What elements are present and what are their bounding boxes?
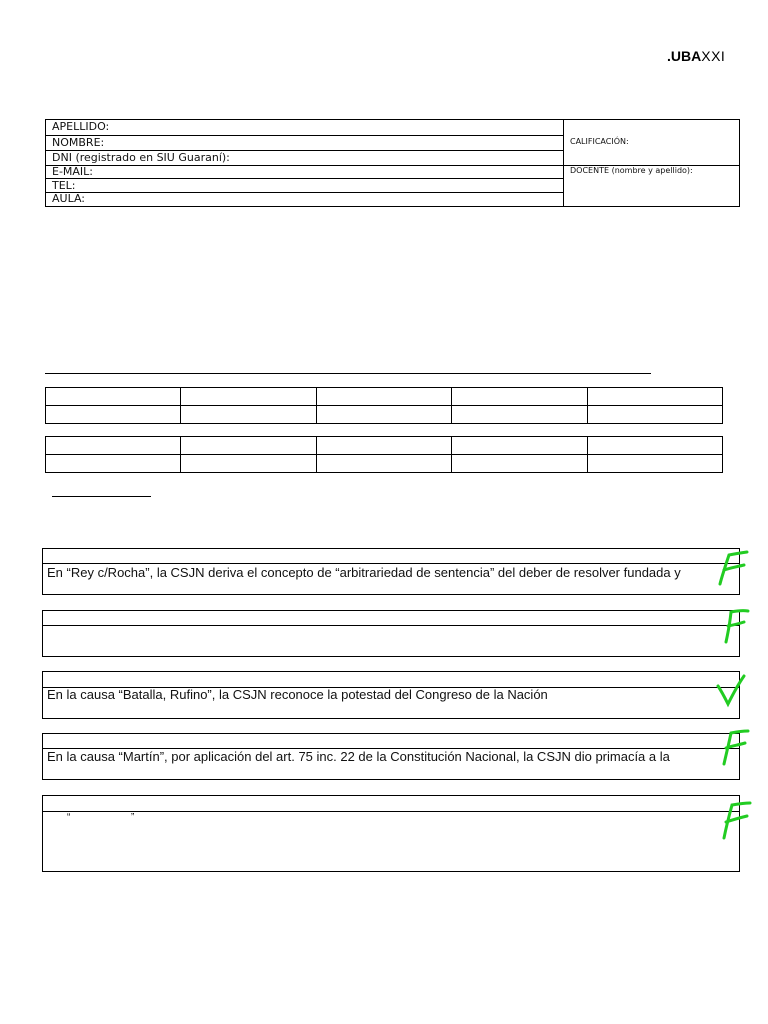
field-email-label: E-MAIL: <box>52 165 94 178</box>
question-box-2 <box>42 610 740 657</box>
logo-prefix: .UBA <box>667 48 702 64</box>
grid-cell[interactable] <box>316 406 451 424</box>
grid-cell[interactable] <box>587 455 722 473</box>
field-nombre-label: NOMBRE: <box>52 136 105 149</box>
question-box-1-header <box>43 549 739 564</box>
field-aula[interactable] <box>46 193 563 206</box>
question-box-4 <box>42 733 740 780</box>
question-box-1 <box>42 548 740 595</box>
field-nombre[interactable] <box>46 136 563 151</box>
grid-cell[interactable] <box>46 388 181 406</box>
short-underline <box>52 496 151 497</box>
field-apellido[interactable] <box>46 120 563 136</box>
grid-cell[interactable] <box>181 437 316 455</box>
field-aula-label: AULA: <box>52 192 85 205</box>
table-row <box>46 388 723 406</box>
grid-cell[interactable] <box>587 406 722 424</box>
grid-cell[interactable] <box>316 437 451 455</box>
question-box-3 <box>42 671 740 719</box>
open-quote: “ <box>67 812 71 823</box>
grid-cell[interactable] <box>452 388 587 406</box>
teacher-label: DOCENTE (nombre y apellido): <box>570 166 693 175</box>
uba-xxi-logo <box>667 48 725 64</box>
student-info-table <box>45 119 740 207</box>
question-4-text: En la causa “Martín”, por aplicación del art. 75 inc. 22 de la Constitución Nacional, la CSJN dio primacía a la <box>47 749 670 764</box>
grid-cell[interactable] <box>452 406 587 424</box>
grid-cell[interactable] <box>181 406 316 424</box>
question-box-2-header <box>43 611 739 626</box>
grade-label: CALIFICACIÓN: <box>570 137 629 146</box>
grid-cell[interactable] <box>316 388 451 406</box>
grid-cell[interactable] <box>452 455 587 473</box>
divider-line <box>45 373 651 374</box>
field-dni[interactable] <box>46 151 563 166</box>
table-row <box>46 455 723 473</box>
answer-grid-1 <box>45 387 723 424</box>
question-3-text: En la causa “Batalla, Rufino”, la CSJN reconoce la potestad del Congreso de la Nación <box>47 687 548 702</box>
field-tel[interactable] <box>46 179 563 193</box>
false-mark-3 <box>718 728 752 766</box>
question-box-3-header <box>43 672 739 688</box>
close-quote: ” <box>131 812 135 823</box>
answer-grid-2 <box>45 436 723 473</box>
grid-cell[interactable] <box>46 437 181 455</box>
teacher-cell[interactable] <box>564 166 739 206</box>
grid-cell[interactable] <box>181 455 316 473</box>
table-row <box>46 437 723 455</box>
field-email[interactable] <box>46 166 563 179</box>
grid-cell[interactable] <box>587 388 722 406</box>
false-mark-4 <box>718 800 754 840</box>
grading-cells <box>564 120 739 206</box>
grid-cell[interactable] <box>181 388 316 406</box>
grid-cell[interactable] <box>316 455 451 473</box>
logo-suffix: XXI <box>701 48 726 64</box>
question-box-4-header <box>43 734 739 749</box>
false-mark-1 <box>712 550 752 588</box>
grade-cell[interactable] <box>564 120 739 166</box>
student-fields <box>46 120 564 206</box>
field-dni-label: DNI (registrado en SIU Guaraní): <box>52 151 230 164</box>
question-box-5 <box>42 795 740 872</box>
field-apellido-label: APELLIDO: <box>52 120 110 133</box>
table-row <box>46 406 723 424</box>
grid-cell[interactable] <box>46 455 181 473</box>
grid-cell[interactable] <box>587 437 722 455</box>
question-box-5-header <box>43 796 739 812</box>
true-checkmark <box>714 672 748 708</box>
grid-cell[interactable] <box>46 406 181 424</box>
false-mark-2 <box>720 608 752 644</box>
grid-cell[interactable] <box>452 437 587 455</box>
question-1-text: En “Rey c/Rocha”, la CSJN deriva el concepto de “arbitrariedad de sentencia” del deber de resolver fundada y <box>47 565 681 580</box>
field-tel-label: TEL: <box>52 179 76 192</box>
